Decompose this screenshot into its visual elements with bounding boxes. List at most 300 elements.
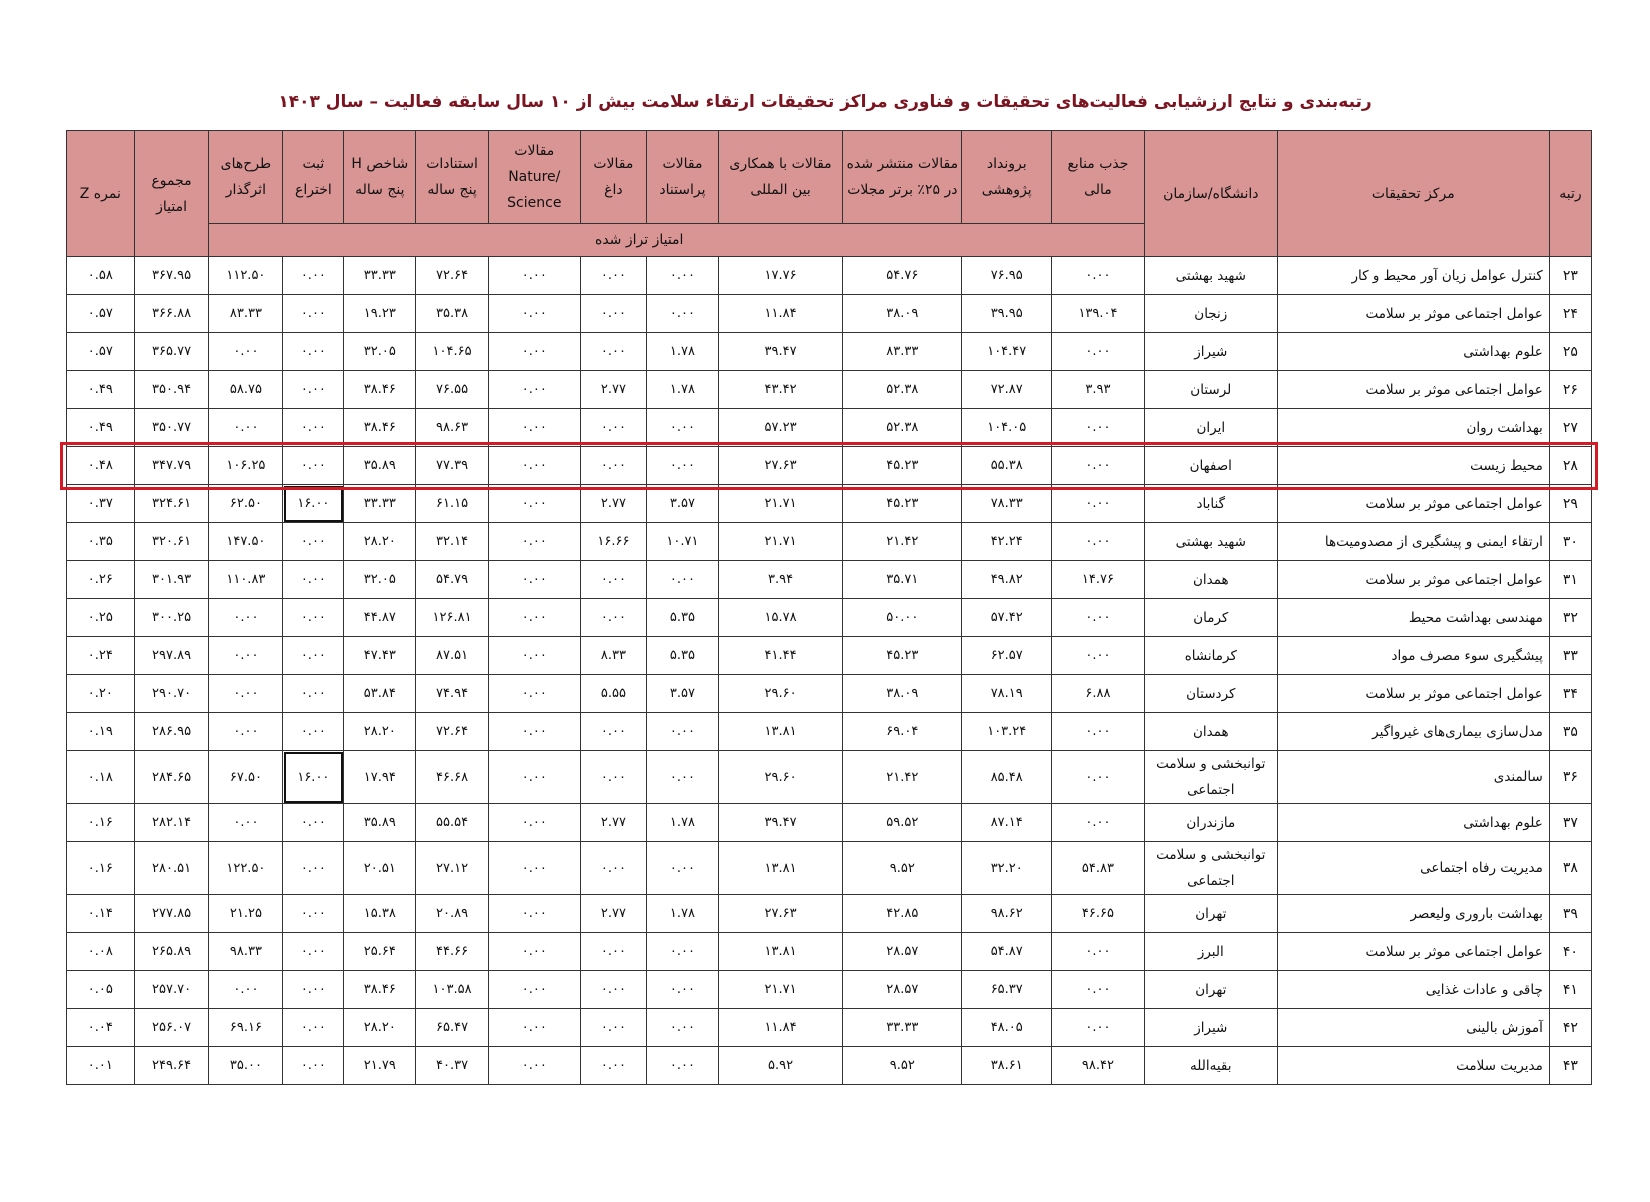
- funding-cell: ۰.۰۰: [1052, 713, 1145, 751]
- impact-projects-cell: ۶۷.۵۰: [209, 751, 283, 804]
- top-journals-cell: ۳۸.۰۹: [843, 675, 962, 713]
- z-score-cell: ۰.۲۵: [67, 599, 135, 637]
- h-index-cell: ۲۱.۷۹: [344, 1047, 416, 1085]
- z-score-cell: ۰.۱۴: [67, 895, 135, 933]
- header-z-score: نمره Z: [67, 131, 135, 257]
- impact-projects-cell: ۰.۰۰: [209, 333, 283, 371]
- invention-cell: ۰.۰۰: [283, 842, 344, 895]
- total-cell: ۲۸۴.۶۵: [134, 751, 209, 804]
- invention-cell: ۰.۰۰: [283, 675, 344, 713]
- header-invention: ثبت اختراع: [283, 131, 344, 224]
- table-row-highlighted: [67, 447, 1592, 485]
- funding-cell: ۳.۹۳: [1052, 371, 1145, 409]
- invention-cell: ۰.۰۰: [283, 933, 344, 971]
- top-journals-cell: ۵۲.۳۸: [843, 409, 962, 447]
- center-cell: عوامل اجتماعی موثر بر سلامت: [1277, 675, 1549, 713]
- rank-cell: ۴۲: [1549, 1009, 1591, 1047]
- total-cell: ۳۲۴.۶۱: [134, 485, 209, 523]
- rank-cell: ۳۵: [1549, 713, 1591, 751]
- h-index-cell: ۳۲.۰۵: [344, 333, 416, 371]
- highly-cited-cell: ۱.۷۸: [647, 895, 719, 933]
- nature-science-cell: ۰.۰۰: [488, 257, 580, 295]
- nature-science-cell: ۰.۰۰: [488, 637, 580, 675]
- highly-cited-cell: ۰.۰۰: [647, 447, 719, 485]
- highly-cited-cell: ۰.۰۰: [647, 1009, 719, 1047]
- rank-cell: ۳۶: [1549, 751, 1591, 804]
- citations-cell: ۴۶.۶۸: [416, 751, 489, 804]
- total-cell: ۲۵۶.۰۷: [134, 1009, 209, 1047]
- research-file-cell: ۳۲.۲۰: [962, 842, 1052, 895]
- funding-cell: ۹۸.۴۲: [1052, 1047, 1145, 1085]
- top-journals-cell: ۲۱.۴۲: [843, 523, 962, 561]
- hot-papers-cell: ۵.۵۵: [580, 675, 646, 713]
- h-index-cell: ۳۳.۳۳: [344, 485, 416, 523]
- impact-projects-cell: ۱۰۶.۲۵: [209, 447, 283, 485]
- h-index-cell: ۱۹.۲۳: [344, 295, 416, 333]
- highly-cited-cell: ۰.۰۰: [647, 561, 719, 599]
- h-index-cell: ۲۸.۲۰: [344, 1009, 416, 1047]
- rank-cell: ۲۶: [1549, 371, 1591, 409]
- invention-cell: ۱۶.۰۰: [283, 751, 344, 804]
- header-h-index: شاخص H پنج ساله: [344, 131, 416, 224]
- university-cell: کرمانشاه: [1144, 637, 1277, 675]
- invention-cell: ۰.۰۰: [283, 409, 344, 447]
- table-row: [67, 523, 1592, 561]
- research-file-cell: ۸۷.۱۴: [962, 804, 1052, 842]
- rank-cell: ۲۸: [1549, 447, 1591, 485]
- intl-collab-cell: ۳۹.۴۷: [718, 333, 842, 371]
- top-journals-cell: ۳۳.۳۳: [843, 1009, 962, 1047]
- table-row: [67, 751, 1592, 804]
- intl-collab-cell: ۱۳.۸۱: [718, 713, 842, 751]
- top-journals-cell: ۹.۵۲: [843, 842, 962, 895]
- impact-projects-cell: ۰.۰۰: [209, 409, 283, 447]
- nature-science-cell: ۰.۰۰: [488, 804, 580, 842]
- center-cell: عوامل اجتماعی موثر بر سلامت: [1277, 371, 1549, 409]
- total-cell: ۲۸۶.۹۵: [134, 713, 209, 751]
- header-intl-collab: مقالات با همکاری بین المللی: [718, 131, 842, 224]
- citations-cell: ۶۵.۴۷: [416, 1009, 489, 1047]
- rank-cell: ۳۲: [1549, 599, 1591, 637]
- funding-cell: ۰.۰۰: [1052, 257, 1145, 295]
- rank-cell: ۴۱: [1549, 971, 1591, 1009]
- table-row: [67, 1047, 1592, 1085]
- total-cell: ۳۰۱.۹۳: [134, 561, 209, 599]
- top-journals-cell: ۵۰.۰۰: [843, 599, 962, 637]
- z-score-cell: ۰.۱۶: [67, 804, 135, 842]
- impact-projects-cell: ۱۱۲.۵۰: [209, 257, 283, 295]
- funding-cell: ۰.۰۰: [1052, 1009, 1145, 1047]
- z-score-cell: ۰.۵۸: [67, 257, 135, 295]
- hot-papers-cell: ۸.۳۳: [580, 637, 646, 675]
- university-cell: همدان: [1144, 713, 1277, 751]
- rank-cell: ۳۴: [1549, 675, 1591, 713]
- research-file-cell: ۱۰۳.۲۴: [962, 713, 1052, 751]
- h-index-cell: ۳۸.۴۶: [344, 371, 416, 409]
- top-journals-cell: ۳۸.۰۹: [843, 295, 962, 333]
- citations-cell: ۴۰.۳۷: [416, 1047, 489, 1085]
- highly-cited-cell: ۳.۵۷: [647, 675, 719, 713]
- h-index-cell: ۳۸.۴۶: [344, 971, 416, 1009]
- table-row: [67, 295, 1592, 333]
- header-highly-cited: مقالات پراستناد: [647, 131, 719, 224]
- table-row: [67, 1009, 1592, 1047]
- hot-papers-cell: ۱۶.۶۶: [580, 523, 646, 561]
- research-file-cell: ۹۸.۶۲: [962, 895, 1052, 933]
- center-cell: کنترل عوامل زیان آور محیط و کار: [1277, 257, 1549, 295]
- document-title: رتبه‌بندی و نتایج ارزشیابی فعالیت‌های تحقیقات و فناوری مراکز تحقیقات ارتقاء سلامت بیش از ۱۰ سال سابقه فعالیت – سال ۱۴۰۳: [278, 92, 1372, 112]
- invention-cell: ۰.۰۰: [283, 804, 344, 842]
- research-file-cell: ۳۹.۹۵: [962, 295, 1052, 333]
- research-file-cell: ۳۸.۶۱: [962, 1047, 1052, 1085]
- intl-collab-cell: ۲۱.۷۱: [718, 485, 842, 523]
- z-score-cell: ۰.۰۱: [67, 1047, 135, 1085]
- university-cell: اصفهان: [1144, 447, 1277, 485]
- h-index-cell: ۳۵.۸۹: [344, 447, 416, 485]
- highly-cited-cell: ۵.۳۵: [647, 599, 719, 637]
- funding-cell: ۶.۸۸: [1052, 675, 1145, 713]
- impact-projects-cell: ۰.۰۰: [209, 637, 283, 675]
- h-index-cell: ۳۸.۴۶: [344, 409, 416, 447]
- h-index-cell: ۳۵.۸۹: [344, 804, 416, 842]
- center-cell: علوم بهداشتی: [1277, 804, 1549, 842]
- citations-cell: ۲۰.۸۹: [416, 895, 489, 933]
- top-journals-cell: ۴۵.۲۳: [843, 447, 962, 485]
- intl-collab-cell: ۱۱.۸۴: [718, 1009, 842, 1047]
- z-score-cell: ۰.۵۷: [67, 295, 135, 333]
- hot-papers-cell: ۲.۷۷: [580, 371, 646, 409]
- university-cell: مازندران: [1144, 804, 1277, 842]
- intl-collab-cell: ۵۷.۲۳: [718, 409, 842, 447]
- highly-cited-cell: ۵.۳۵: [647, 637, 719, 675]
- ranking-table: [66, 130, 1592, 1085]
- university-cell: گناباد: [1144, 485, 1277, 523]
- total-cell: ۳۶۶.۸۸: [134, 295, 209, 333]
- university-cell: کرمان: [1144, 599, 1277, 637]
- invention-cell: ۰.۰۰: [283, 895, 344, 933]
- rank-cell: ۴۰: [1549, 933, 1591, 971]
- research-file-cell: ۷۶.۹۵: [962, 257, 1052, 295]
- funding-cell: ۴۶.۶۵: [1052, 895, 1145, 933]
- invention-cell: ۱۶.۰۰: [283, 485, 344, 523]
- hot-papers-cell: ۰.۰۰: [580, 842, 646, 895]
- rank-cell: ۲۷: [1549, 409, 1591, 447]
- invention-cell: ۰.۰۰: [283, 713, 344, 751]
- impact-projects-cell: ۰.۰۰: [209, 804, 283, 842]
- header-university: دانشگاه/سازمان: [1144, 131, 1277, 257]
- total-cell: ۳۴۷.۷۹: [134, 447, 209, 485]
- citations-cell: ۶۱.۱۵: [416, 485, 489, 523]
- h-index-cell: ۳۳.۳۳: [344, 257, 416, 295]
- research-file-cell: ۶۲.۵۷: [962, 637, 1052, 675]
- intl-collab-cell: ۲۷.۶۳: [718, 895, 842, 933]
- research-file-cell: ۸۵.۴۸: [962, 751, 1052, 804]
- hot-papers-cell: ۰.۰۰: [580, 751, 646, 804]
- intl-collab-cell: ۱۱.۸۴: [718, 295, 842, 333]
- university-cell: تهران: [1144, 895, 1277, 933]
- nature-science-cell: ۰.۰۰: [488, 447, 580, 485]
- university-cell: لرستان: [1144, 371, 1277, 409]
- intl-collab-cell: ۴۳.۴۲: [718, 371, 842, 409]
- funding-cell: ۰.۰۰: [1052, 637, 1145, 675]
- nature-science-cell: ۰.۰۰: [488, 523, 580, 561]
- total-cell: ۲۵۷.۷۰: [134, 971, 209, 1009]
- hot-papers-cell: ۰.۰۰: [580, 333, 646, 371]
- hot-papers-cell: ۰.۰۰: [580, 1009, 646, 1047]
- citations-cell: ۵۵.۵۴: [416, 804, 489, 842]
- total-cell: ۲۹۰.۷۰: [134, 675, 209, 713]
- table-body: [67, 257, 1592, 1085]
- center-cell: مدل‌سازی بیماری‌های غیرواگیر: [1277, 713, 1549, 751]
- total-cell: ۲۴۹.۶۴: [134, 1047, 209, 1085]
- university-cell: شیراز: [1144, 333, 1277, 371]
- rank-cell: ۳۷: [1549, 804, 1591, 842]
- citations-cell: ۸۷.۵۱: [416, 637, 489, 675]
- invention-cell: ۰.۰۰: [283, 523, 344, 561]
- h-index-cell: ۲۸.۲۰: [344, 523, 416, 561]
- table-row: [67, 599, 1592, 637]
- top-journals-cell: ۶۹.۰۴: [843, 713, 962, 751]
- center-cell: بهداشت باروری ولیعصر: [1277, 895, 1549, 933]
- citations-cell: ۳۵.۳۸: [416, 295, 489, 333]
- top-journals-cell: ۹.۵۲: [843, 1047, 962, 1085]
- university-cell: کردستان: [1144, 675, 1277, 713]
- nature-science-cell: ۰.۰۰: [488, 971, 580, 1009]
- university-cell: زنجان: [1144, 295, 1277, 333]
- hot-papers-cell: ۲.۷۷: [580, 485, 646, 523]
- rank-cell: ۲۳: [1549, 257, 1591, 295]
- hot-papers-cell: ۰.۰۰: [580, 295, 646, 333]
- total-cell: ۳۶۷.۹۵: [134, 257, 209, 295]
- citations-cell: ۱۲۶.۸۱: [416, 599, 489, 637]
- university-cell: شیراز: [1144, 1009, 1277, 1047]
- research-file-cell: ۱۰۴.۴۷: [962, 333, 1052, 371]
- table-row: [67, 842, 1592, 895]
- z-score-cell: ۰.۰۴: [67, 1009, 135, 1047]
- total-cell: ۳۲۰.۶۱: [134, 523, 209, 561]
- z-score-cell: ۰.۰۵: [67, 971, 135, 1009]
- hot-papers-cell: ۲.۷۷: [580, 804, 646, 842]
- research-file-cell: ۶۵.۳۷: [962, 971, 1052, 1009]
- university-cell: البرز: [1144, 933, 1277, 971]
- university-cell: شهید بهشتی: [1144, 523, 1277, 561]
- hot-papers-cell: ۰.۰۰: [580, 971, 646, 1009]
- citations-cell: ۱۰۳.۵۸: [416, 971, 489, 1009]
- highly-cited-cell: ۰.۰۰: [647, 1047, 719, 1085]
- rank-cell: ۴۳: [1549, 1047, 1591, 1085]
- center-cell: عوامل اجتماعی موثر بر سلامت: [1277, 561, 1549, 599]
- citations-cell: ۳۲.۱۴: [416, 523, 489, 561]
- h-index-cell: ۲۰.۵۱: [344, 842, 416, 895]
- funding-cell: ۰.۰۰: [1052, 409, 1145, 447]
- citations-cell: ۷۲.۶۴: [416, 257, 489, 295]
- university-cell: شهید بهشتی: [1144, 257, 1277, 295]
- center-cell: عوامل اجتماعی موثر بر سلامت: [1277, 933, 1549, 971]
- table-row: [67, 971, 1592, 1009]
- research-file-cell: ۴۹.۸۲: [962, 561, 1052, 599]
- intl-collab-cell: ۱۳.۸۱: [718, 842, 842, 895]
- hot-papers-cell: ۰.۰۰: [580, 257, 646, 295]
- hot-papers-cell: ۰.۰۰: [580, 447, 646, 485]
- highly-cited-cell: ۱۰.۷۱: [647, 523, 719, 561]
- center-cell: عوامل اجتماعی موثر بر سلامت: [1277, 485, 1549, 523]
- invention-cell: ۰.۰۰: [283, 1047, 344, 1085]
- rank-cell: ۲۴: [1549, 295, 1591, 333]
- table-row: [67, 485, 1592, 523]
- nature-science-cell: ۰.۰۰: [488, 751, 580, 804]
- top-journals-cell: ۵۲.۳۸: [843, 371, 962, 409]
- rank-cell: ۳۳: [1549, 637, 1591, 675]
- total-cell: ۳۰۰.۲۵: [134, 599, 209, 637]
- highly-cited-cell: ۰.۰۰: [647, 295, 719, 333]
- invention-cell: ۰.۰۰: [283, 599, 344, 637]
- table-row: [67, 804, 1592, 842]
- impact-projects-cell: ۰.۰۰: [209, 599, 283, 637]
- intl-collab-cell: ۱۵.۷۸: [718, 599, 842, 637]
- research-file-cell: ۵۵.۳۸: [962, 447, 1052, 485]
- table-row: [67, 637, 1592, 675]
- impact-projects-cell: ۰.۰۰: [209, 675, 283, 713]
- invention-cell: ۰.۰۰: [283, 295, 344, 333]
- center-cell: مهندسی بهداشت محیط: [1277, 599, 1549, 637]
- hot-papers-cell: ۰.۰۰: [580, 1047, 646, 1085]
- university-cell: بقیه‌الله: [1144, 1047, 1277, 1085]
- rank-cell: ۳۱: [1549, 561, 1591, 599]
- highly-cited-cell: ۱.۷۸: [647, 371, 719, 409]
- header-rank: رتبه: [1549, 131, 1591, 257]
- center-cell: پیشگیری سوء مصرف مواد: [1277, 637, 1549, 675]
- center-cell: چاقی و عادات غذایی: [1277, 971, 1549, 1009]
- highly-cited-cell: ۰.۰۰: [647, 751, 719, 804]
- table-row: [67, 257, 1592, 295]
- intl-collab-cell: ۳۹.۴۷: [718, 804, 842, 842]
- funding-cell: ۰.۰۰: [1052, 971, 1145, 1009]
- header-nature-science: مقالات Nature/ Science: [488, 131, 580, 224]
- center-cell: مدیریت سلامت: [1277, 1047, 1549, 1085]
- h-index-cell: ۱۷.۹۴: [344, 751, 416, 804]
- funding-cell: ۰.۰۰: [1052, 447, 1145, 485]
- impact-projects-cell: ۵۸.۷۵: [209, 371, 283, 409]
- intl-collab-cell: ۴۱.۴۴: [718, 637, 842, 675]
- nature-science-cell: ۰.۰۰: [488, 485, 580, 523]
- impact-projects-cell: ۱۱۰.۸۳: [209, 561, 283, 599]
- nature-science-cell: ۰.۰۰: [488, 1009, 580, 1047]
- top-journals-cell: ۲۸.۵۷: [843, 971, 962, 1009]
- intl-collab-cell: ۳.۹۴: [718, 561, 842, 599]
- citations-cell: ۷۶.۵۵: [416, 371, 489, 409]
- university-cell: توانبخشی و سلامت اجتماعی: [1144, 842, 1277, 895]
- table-row: [67, 713, 1592, 751]
- impact-projects-cell: ۸۳.۳۳: [209, 295, 283, 333]
- funding-cell: ۰.۰۰: [1052, 485, 1145, 523]
- funding-cell: ۰.۰۰: [1052, 933, 1145, 971]
- h-index-cell: ۳۲.۰۵: [344, 561, 416, 599]
- center-cell: مدیریت رفاه اجتماعی: [1277, 842, 1549, 895]
- impact-projects-cell: ۹۸.۳۳: [209, 933, 283, 971]
- invention-cell: ۰.۰۰: [283, 637, 344, 675]
- hot-papers-cell: ۲.۷۷: [580, 895, 646, 933]
- research-file-cell: ۴۲.۲۴: [962, 523, 1052, 561]
- citations-cell: ۴۴.۶۶: [416, 933, 489, 971]
- center-cell: آموزش بالینی: [1277, 1009, 1549, 1047]
- header-funding: جذب منابع مالی: [1052, 131, 1145, 224]
- nature-science-cell: ۰.۰۰: [488, 713, 580, 751]
- invention-cell: ۰.۰۰: [283, 371, 344, 409]
- z-score-cell: ۰.۳۵: [67, 523, 135, 561]
- research-file-cell: ۷۸.۱۹: [962, 675, 1052, 713]
- rank-cell: ۳۰: [1549, 523, 1591, 561]
- funding-cell: ۰.۰۰: [1052, 333, 1145, 371]
- table-row: [67, 371, 1592, 409]
- funding-cell: ۵۴.۸۳: [1052, 842, 1145, 895]
- nature-science-cell: ۰.۰۰: [488, 599, 580, 637]
- research-file-cell: ۷۲.۸۷: [962, 371, 1052, 409]
- z-score-cell: ۰.۲۴: [67, 637, 135, 675]
- impact-projects-cell: ۱۴۷.۵۰: [209, 523, 283, 561]
- center-cell: سالمندی: [1277, 751, 1549, 804]
- invention-cell: ۰.۰۰: [283, 561, 344, 599]
- top-journals-cell: ۲۸.۵۷: [843, 933, 962, 971]
- nature-science-cell: ۰.۰۰: [488, 1047, 580, 1085]
- table-row: [67, 933, 1592, 971]
- highly-cited-cell: ۰.۰۰: [647, 409, 719, 447]
- center-cell: محیط زیست: [1277, 447, 1549, 485]
- invention-cell: ۰.۰۰: [283, 971, 344, 1009]
- nature-science-cell: ۰.۰۰: [488, 895, 580, 933]
- top-journals-cell: ۴۵.۲۳: [843, 637, 962, 675]
- z-score-cell: ۰.۱۸: [67, 751, 135, 804]
- invention-cell: ۰.۰۰: [283, 447, 344, 485]
- top-journals-cell: ۸۳.۳۳: [843, 333, 962, 371]
- header-total: مجموع امتیاز: [134, 131, 209, 257]
- university-cell: تهران: [1144, 971, 1277, 1009]
- hot-papers-cell: ۰.۰۰: [580, 933, 646, 971]
- citations-cell: ۷۴.۹۴: [416, 675, 489, 713]
- impact-projects-cell: ۰.۰۰: [209, 971, 283, 1009]
- impact-projects-cell: ۰.۰۰: [209, 713, 283, 751]
- research-file-cell: ۷۸.۳۳: [962, 485, 1052, 523]
- h-index-cell: ۲۸.۲۰: [344, 713, 416, 751]
- h-index-cell: ۱۵.۳۸: [344, 895, 416, 933]
- highly-cited-cell: ۱.۷۸: [647, 333, 719, 371]
- rank-cell: ۳۹: [1549, 895, 1591, 933]
- highly-cited-cell: ۰.۰۰: [647, 842, 719, 895]
- z-score-cell: ۰.۰۸: [67, 933, 135, 971]
- invention-cell: ۰.۰۰: [283, 257, 344, 295]
- funding-cell: ۰.۰۰: [1052, 804, 1145, 842]
- top-journals-cell: ۵۴.۷۶: [843, 257, 962, 295]
- nature-science-cell: ۰.۰۰: [488, 561, 580, 599]
- header-research-file: برونداد پژوهشی: [962, 131, 1052, 224]
- nature-science-cell: ۰.۰۰: [488, 333, 580, 371]
- intl-collab-cell: ۵.۹۲: [718, 1047, 842, 1085]
- citations-cell: ۷۲.۶۴: [416, 713, 489, 751]
- intl-collab-cell: ۲۷.۶۳: [718, 447, 842, 485]
- header-citations: استنادات پنج ساله: [416, 131, 489, 224]
- nature-science-cell: ۰.۰۰: [488, 371, 580, 409]
- invention-cell: ۰.۰۰: [283, 333, 344, 371]
- nature-science-cell: ۰.۰۰: [488, 675, 580, 713]
- table-header: [67, 131, 1592, 257]
- highly-cited-cell: ۰.۰۰: [647, 713, 719, 751]
- nature-science-cell: ۰.۰۰: [488, 842, 580, 895]
- total-cell: ۲۸۲.۱۴: [134, 804, 209, 842]
- center-cell: ارتقاء ایمنی و پیشگیری از مصدومیت‌ها: [1277, 523, 1549, 561]
- top-journals-cell: ۲۱.۴۲: [843, 751, 962, 804]
- center-cell: بهداشت روان: [1277, 409, 1549, 447]
- highly-cited-cell: ۳.۵۷: [647, 485, 719, 523]
- z-score-cell: ۰.۴۹: [67, 371, 135, 409]
